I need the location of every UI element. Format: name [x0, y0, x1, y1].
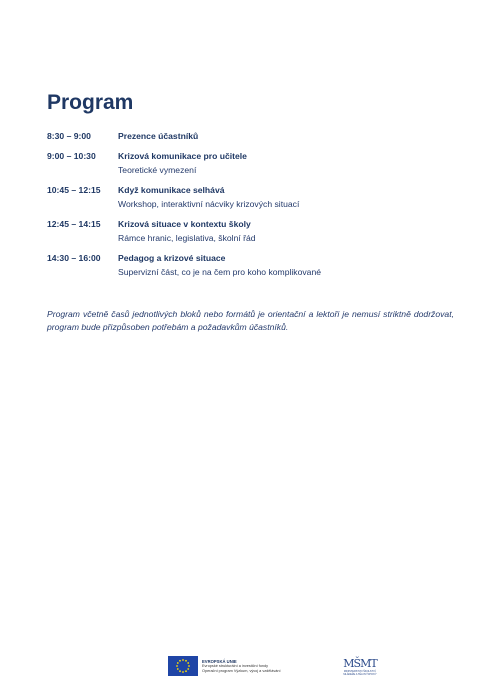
schedule-time: 8:30 – 9:00 — [47, 131, 91, 141]
page-title: Program — [47, 91, 134, 114]
eu-title: EVROPSKÁ UNIE — [202, 658, 237, 664]
schedule-row — [47, 130, 467, 142]
session-title: Prezence účastníků — [118, 131, 199, 141]
eu-funds-line: Evropské strukturální a investiční fondy — [202, 663, 269, 668]
schedule-details — [118, 218, 467, 244]
schedule-time: 9:00 – 10:30 — [47, 151, 96, 161]
session-description: Workshop, interaktivní nácviky krizových situací — [118, 199, 300, 209]
session-description: Teoretické vymezení — [118, 165, 197, 175]
eu-funding-text — [202, 659, 294, 674]
schedule-details — [118, 252, 467, 278]
eu-flag-icon — [168, 656, 198, 676]
msmt-logo — [340, 657, 380, 676]
footer-logos — [168, 656, 380, 676]
schedule-time: 10:45 – 12:15 — [47, 185, 101, 195]
session-title: Pedagog a krizové situace — [118, 253, 226, 263]
msmt-subtitle: MINISTERSTVO ŠKOLSTVÍ, MLÁDEŽE A TĚLOVÝCHOVY — [343, 669, 377, 676]
schedule-time: 14:30 – 16:00 — [47, 253, 101, 263]
schedule-details — [118, 150, 467, 176]
schedule-row — [47, 150, 467, 176]
program-schedule — [47, 130, 467, 286]
eu-program-line: Operační program Výzkum, vývoj a vzdělávání — [202, 668, 281, 673]
schedule-time: 12:45 – 14:15 — [47, 219, 101, 229]
session-description: Rámce hranic, legislativa, školní řád — [118, 233, 256, 243]
schedule-details — [118, 130, 467, 142]
schedule-row — [47, 184, 467, 210]
schedule-details — [118, 184, 467, 210]
session-description: Supervizní část, co je na čem pro koho komplikované — [118, 267, 322, 277]
session-title: Krizová komunikace pro učitele — [118, 151, 247, 161]
program-note: Program včetně časů jednotlivých bloků nebo formátů je orientační a lektoři je nemusí striktně dodržovat, program bude přizpůsoben potřebám a požadavkům účastníků. — [47, 308, 454, 332]
session-title: Když komunikace selhává — [118, 185, 225, 195]
schedule-row — [47, 218, 467, 244]
schedule-row — [47, 252, 467, 278]
session-title: Krizová situace v kontextu školy — [118, 219, 251, 229]
msmt-mark: MŠMT — [343, 656, 377, 670]
